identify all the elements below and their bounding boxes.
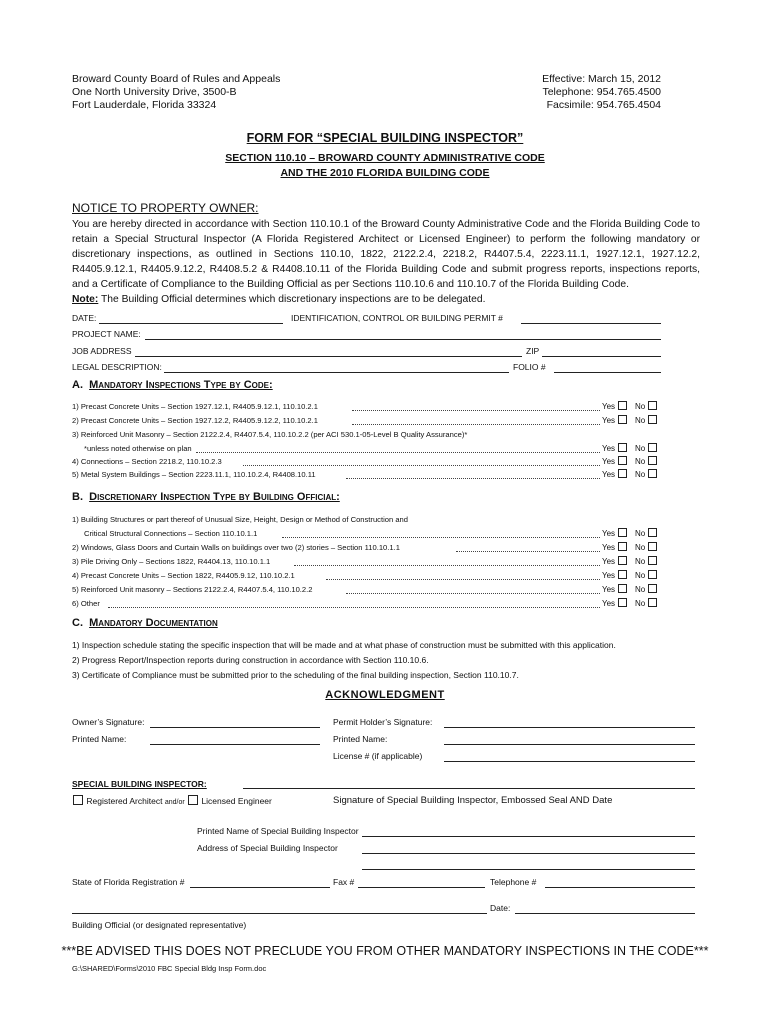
inspector-signature-caption: Signature of Special Building Inspector, Embossed Seal AND Date bbox=[333, 795, 613, 806]
section-c-title: Mandatory Documentation bbox=[89, 617, 218, 629]
note-text: The Building Official determines which discretionary inspections are to be delegated. bbox=[101, 294, 486, 305]
no-checkbox[interactable] bbox=[648, 528, 657, 537]
yes-checkbox[interactable] bbox=[618, 528, 627, 537]
section-a-letter: A. bbox=[72, 379, 83, 391]
yes-checkbox[interactable] bbox=[618, 401, 627, 410]
telephone: Telephone: 954.765.4500 bbox=[542, 86, 661, 98]
yes-checkbox[interactable] bbox=[618, 556, 627, 565]
no-checkbox[interactable] bbox=[648, 415, 657, 424]
no-checkbox[interactable] bbox=[648, 570, 657, 579]
official-caption: Building Official (or designated representative) bbox=[72, 920, 247, 930]
zip-label: ZIP bbox=[526, 346, 540, 356]
address-label: JOB ADDRESS bbox=[72, 346, 132, 356]
inspector-heading: SPECIAL BUILDING INSPECTOR: bbox=[72, 779, 207, 789]
org-street: One North University Drive, 3500-B bbox=[72, 86, 237, 98]
leader bbox=[294, 565, 600, 566]
permit-field[interactable] bbox=[521, 323, 661, 324]
effective-date: Effective: March 15, 2012 bbox=[542, 73, 661, 85]
leader bbox=[243, 465, 600, 466]
form-subtitle-2: AND THE 2010 FLORIDA BUILDING CODE bbox=[280, 167, 490, 179]
telephone-label: Telephone # bbox=[490, 877, 537, 887]
c-item-3: 3) Certificate of Compliance must be submitted prior to the scheduling of the final building inspection, Section 110.10.7. bbox=[72, 670, 519, 680]
folio-label: FOLIO # bbox=[513, 362, 546, 372]
inspector-printed-field[interactable] bbox=[362, 836, 695, 837]
no-checkbox[interactable] bbox=[648, 598, 657, 607]
no-checkbox[interactable] bbox=[648, 401, 657, 410]
b-item-6: 6) Other bbox=[72, 599, 100, 608]
project-label: PROJECT NAME: bbox=[72, 329, 141, 339]
a-item-3-note: *unless noted otherwise on plan bbox=[84, 444, 192, 453]
fax-label: Fax # bbox=[333, 877, 355, 887]
leader bbox=[346, 593, 600, 594]
engineer-label: Licensed Engineer bbox=[201, 796, 272, 806]
leader bbox=[196, 452, 600, 453]
engineer-checkbox[interactable] bbox=[188, 795, 198, 805]
org-address bbox=[72, 73, 280, 112]
yes-checkbox[interactable] bbox=[618, 469, 627, 478]
c-item-1: 1) Inspection schedule stating the specific inspection that will be made and at what phase of construction must be submitted with this application. bbox=[72, 640, 616, 650]
leader bbox=[346, 478, 600, 479]
b-item-2: 2) Windows, Glass Doors and Curtain Walls on buildings over two (2) stories – Section 110.10.1.1 bbox=[72, 543, 400, 552]
b-item-4: 4) Precast Concrete Units – Section 1822, R4405.9.12, 110.10.2.1 bbox=[72, 571, 295, 580]
note-label: Note: bbox=[72, 294, 99, 305]
inspector-printed-label: Printed Name of Special Building Inspector bbox=[197, 826, 359, 836]
yes-no-a4: Yes No bbox=[602, 456, 658, 466]
org-name: Broward County Board of Rules and Appeals bbox=[72, 73, 281, 85]
fax-field[interactable] bbox=[358, 887, 485, 888]
no-checkbox[interactable] bbox=[648, 542, 657, 551]
a-item-4: 4) Connections – Section 2218.2, 110.10.2.3 bbox=[72, 457, 222, 466]
org-city: Fort Lauderdale, Florida 33324 bbox=[72, 99, 217, 111]
leader bbox=[352, 424, 600, 425]
owner-signature-field[interactable] bbox=[150, 727, 320, 728]
file-path: G:\SHARED\Forms\2010 FBC Special Bldg Insp Form.doc bbox=[72, 964, 267, 973]
section-b-letter: B. bbox=[72, 491, 83, 503]
inspector-address-field[interactable] bbox=[362, 853, 695, 854]
section-b-title: Discretionary Inspection Type by Building Official: bbox=[89, 491, 340, 503]
c-item-2: 2) Progress Report/Inspection reports during construction in accordance with Section 110.10.6. bbox=[72, 655, 429, 665]
leader bbox=[282, 537, 600, 538]
section-a-title: Mandatory Inspections Type by Code: bbox=[89, 379, 273, 391]
holder-printed-field[interactable] bbox=[444, 744, 695, 745]
holder-printed-label: Printed Name: bbox=[333, 734, 388, 744]
yes-no-b5: Yes No bbox=[602, 584, 658, 594]
registration-field[interactable] bbox=[190, 887, 330, 888]
no-checkbox[interactable] bbox=[648, 469, 657, 478]
yes-no-b3: Yes No bbox=[602, 556, 658, 566]
form-title: FORM FOR “SPECIAL BUILDING INSPECTOR” bbox=[246, 131, 524, 145]
a-item-2: 2) Precast Concrete Units – Section 1927.12.2, R4405.9.12.2, 110.10.2.1 bbox=[72, 416, 318, 425]
leader bbox=[456, 551, 600, 552]
notice-body bbox=[72, 217, 700, 307]
section-b-heading bbox=[72, 491, 340, 503]
no-checkbox[interactable] bbox=[648, 456, 657, 465]
project-field[interactable] bbox=[145, 339, 661, 340]
no-checkbox[interactable] bbox=[648, 556, 657, 565]
inspector-signature-field[interactable] bbox=[243, 788, 695, 789]
owner-signature-label: Owner’s Signature: bbox=[72, 717, 145, 727]
yes-checkbox[interactable] bbox=[618, 570, 627, 579]
yes-checkbox[interactable] bbox=[618, 456, 627, 465]
license-label: License # (if applicable) bbox=[333, 751, 423, 761]
yes-checkbox[interactable] bbox=[618, 415, 627, 424]
yes-no-b1: Yes No bbox=[602, 528, 658, 538]
yes-no-a2: Yes No bbox=[602, 415, 658, 425]
section-c-letter: C. bbox=[72, 617, 83, 629]
telephone-field[interactable] bbox=[545, 887, 695, 888]
b-item-3: 3) Pile Driving Only – Sections 1822, R4404.13, 110.10.1.1 bbox=[72, 557, 271, 566]
b-item-5: 5) Reinforced Unit masonry – Sections 2122.2.4, R4407.5.4, 110.10.2.2 bbox=[72, 585, 313, 594]
owner-printed-label: Printed Name: bbox=[72, 734, 127, 744]
leader bbox=[108, 607, 600, 608]
holder-signature-label: Permit Holder’s Signature: bbox=[333, 717, 433, 727]
holder-signature-field[interactable] bbox=[444, 727, 695, 728]
yes-no-a3: Yes No bbox=[602, 443, 658, 453]
legal-field[interactable] bbox=[164, 372, 509, 373]
date-label: DATE: bbox=[72, 313, 97, 323]
acknowledgment-heading: ACKNOWLEDGMENT bbox=[325, 689, 445, 701]
yes-checkbox[interactable] bbox=[618, 443, 627, 452]
inspector-address-label: Address of Special Building Inspector bbox=[197, 843, 338, 853]
contact-block bbox=[542, 73, 661, 112]
no-checkbox[interactable] bbox=[648, 443, 657, 452]
license-field[interactable] bbox=[444, 761, 695, 762]
facsimile: Facsimile: 954.765.4504 bbox=[546, 99, 661, 111]
architect-checkbox[interactable] bbox=[73, 795, 83, 805]
owner-printed-field[interactable] bbox=[150, 744, 320, 745]
yes-no-b6: Yes No bbox=[602, 598, 658, 608]
leader bbox=[352, 410, 600, 411]
leader bbox=[326, 579, 600, 580]
registration-label: State of Florida Registration # bbox=[72, 877, 185, 887]
architect-label: Registered Architect bbox=[86, 796, 163, 806]
a-item-3: 3) Reinforced Unit Masonry – Section 2122.2.4, R4407.5.4, 110.10.2.2 (per ACI 530.1-05-Level B Quality Assurance)* bbox=[72, 430, 468, 439]
date-field[interactable] bbox=[99, 323, 283, 324]
yes-checkbox[interactable] bbox=[618, 598, 627, 607]
no-checkbox[interactable] bbox=[648, 584, 657, 593]
official-date-field[interactable] bbox=[515, 913, 695, 914]
yes-no-a5: Yes No bbox=[602, 469, 658, 479]
date-label-bottom: Date: bbox=[490, 903, 511, 913]
section-c-heading bbox=[72, 617, 218, 629]
section-a-heading bbox=[72, 379, 273, 391]
b-item-1-cont: Critical Structural Connections – Section 110.10.1.1 bbox=[84, 529, 258, 538]
b-item-1: 1) Building Structures or part thereof of Unusual Size, Height, Design or Method of Construction and bbox=[72, 515, 408, 524]
folio-field[interactable] bbox=[554, 372, 661, 373]
notice-heading: NOTICE TO PROPERTY OWNER: bbox=[72, 201, 259, 215]
advisory-notice: ***BE ADVISED THIS DOES NOT PRECLUDE YOU FROM OTHER MANDATORY INSPECTIONS IN THE CODE*** bbox=[61, 944, 709, 958]
address-field[interactable] bbox=[135, 356, 522, 357]
yes-no-b2: Yes No bbox=[602, 542, 658, 552]
official-signature-field[interactable] bbox=[72, 913, 487, 914]
inspector-type-options bbox=[72, 795, 272, 806]
and-or-label: and/or bbox=[164, 799, 185, 806]
yes-no-b4: Yes No bbox=[602, 570, 658, 580]
form-subtitle-1: SECTION 110.10 – BROWARD COUNTY ADMINISTRATIVE CODE bbox=[225, 152, 545, 164]
inspector-address-field-2[interactable] bbox=[362, 869, 695, 870]
a-item-1: 1) Precast Concrete Units – Section 1927.12.1, R4405.9.12.1, 110.10.2.1 bbox=[72, 402, 318, 411]
a-item-5: 5) Metal System Buildings – Section 2223.11.1, 110.10.2.4, R4408.10.11 bbox=[72, 470, 316, 479]
permit-label: IDENTIFICATION, CONTROL OR BUILDING PERMIT # bbox=[291, 313, 503, 323]
notice-text: You are hereby directed in accordance with Section 110.10.1 of the Broward County Administrative Code and the Florida Building Code to retain a Special Structural Inspector (A Florida Registered Architect or Licensed Engineer) to perform the following mandatory or discretionary inspections, as outlined in Sections 110.10, 1822, 2122.2.4, 2218.2, R4407.5.4, 2223.11.1, 1927.12.1, 1927.12.2, R4405.9.12.1, R4405.9.12.2, R4408.5.2 & R4408.10.11 of the Florida Building Code and submit progress reports, inspections reports, and a Certificate of Compliance to the Building Official as per Sections 110.10.6 and 110.10.7 of the Florida Building Code. bbox=[72, 219, 700, 290]
yes-checkbox[interactable] bbox=[618, 584, 627, 593]
zip-field[interactable] bbox=[542, 356, 661, 357]
legal-label: LEGAL DESCRIPTION: bbox=[72, 362, 162, 372]
yes-no-a1: Yes No bbox=[602, 401, 658, 411]
yes-checkbox[interactable] bbox=[618, 542, 627, 551]
